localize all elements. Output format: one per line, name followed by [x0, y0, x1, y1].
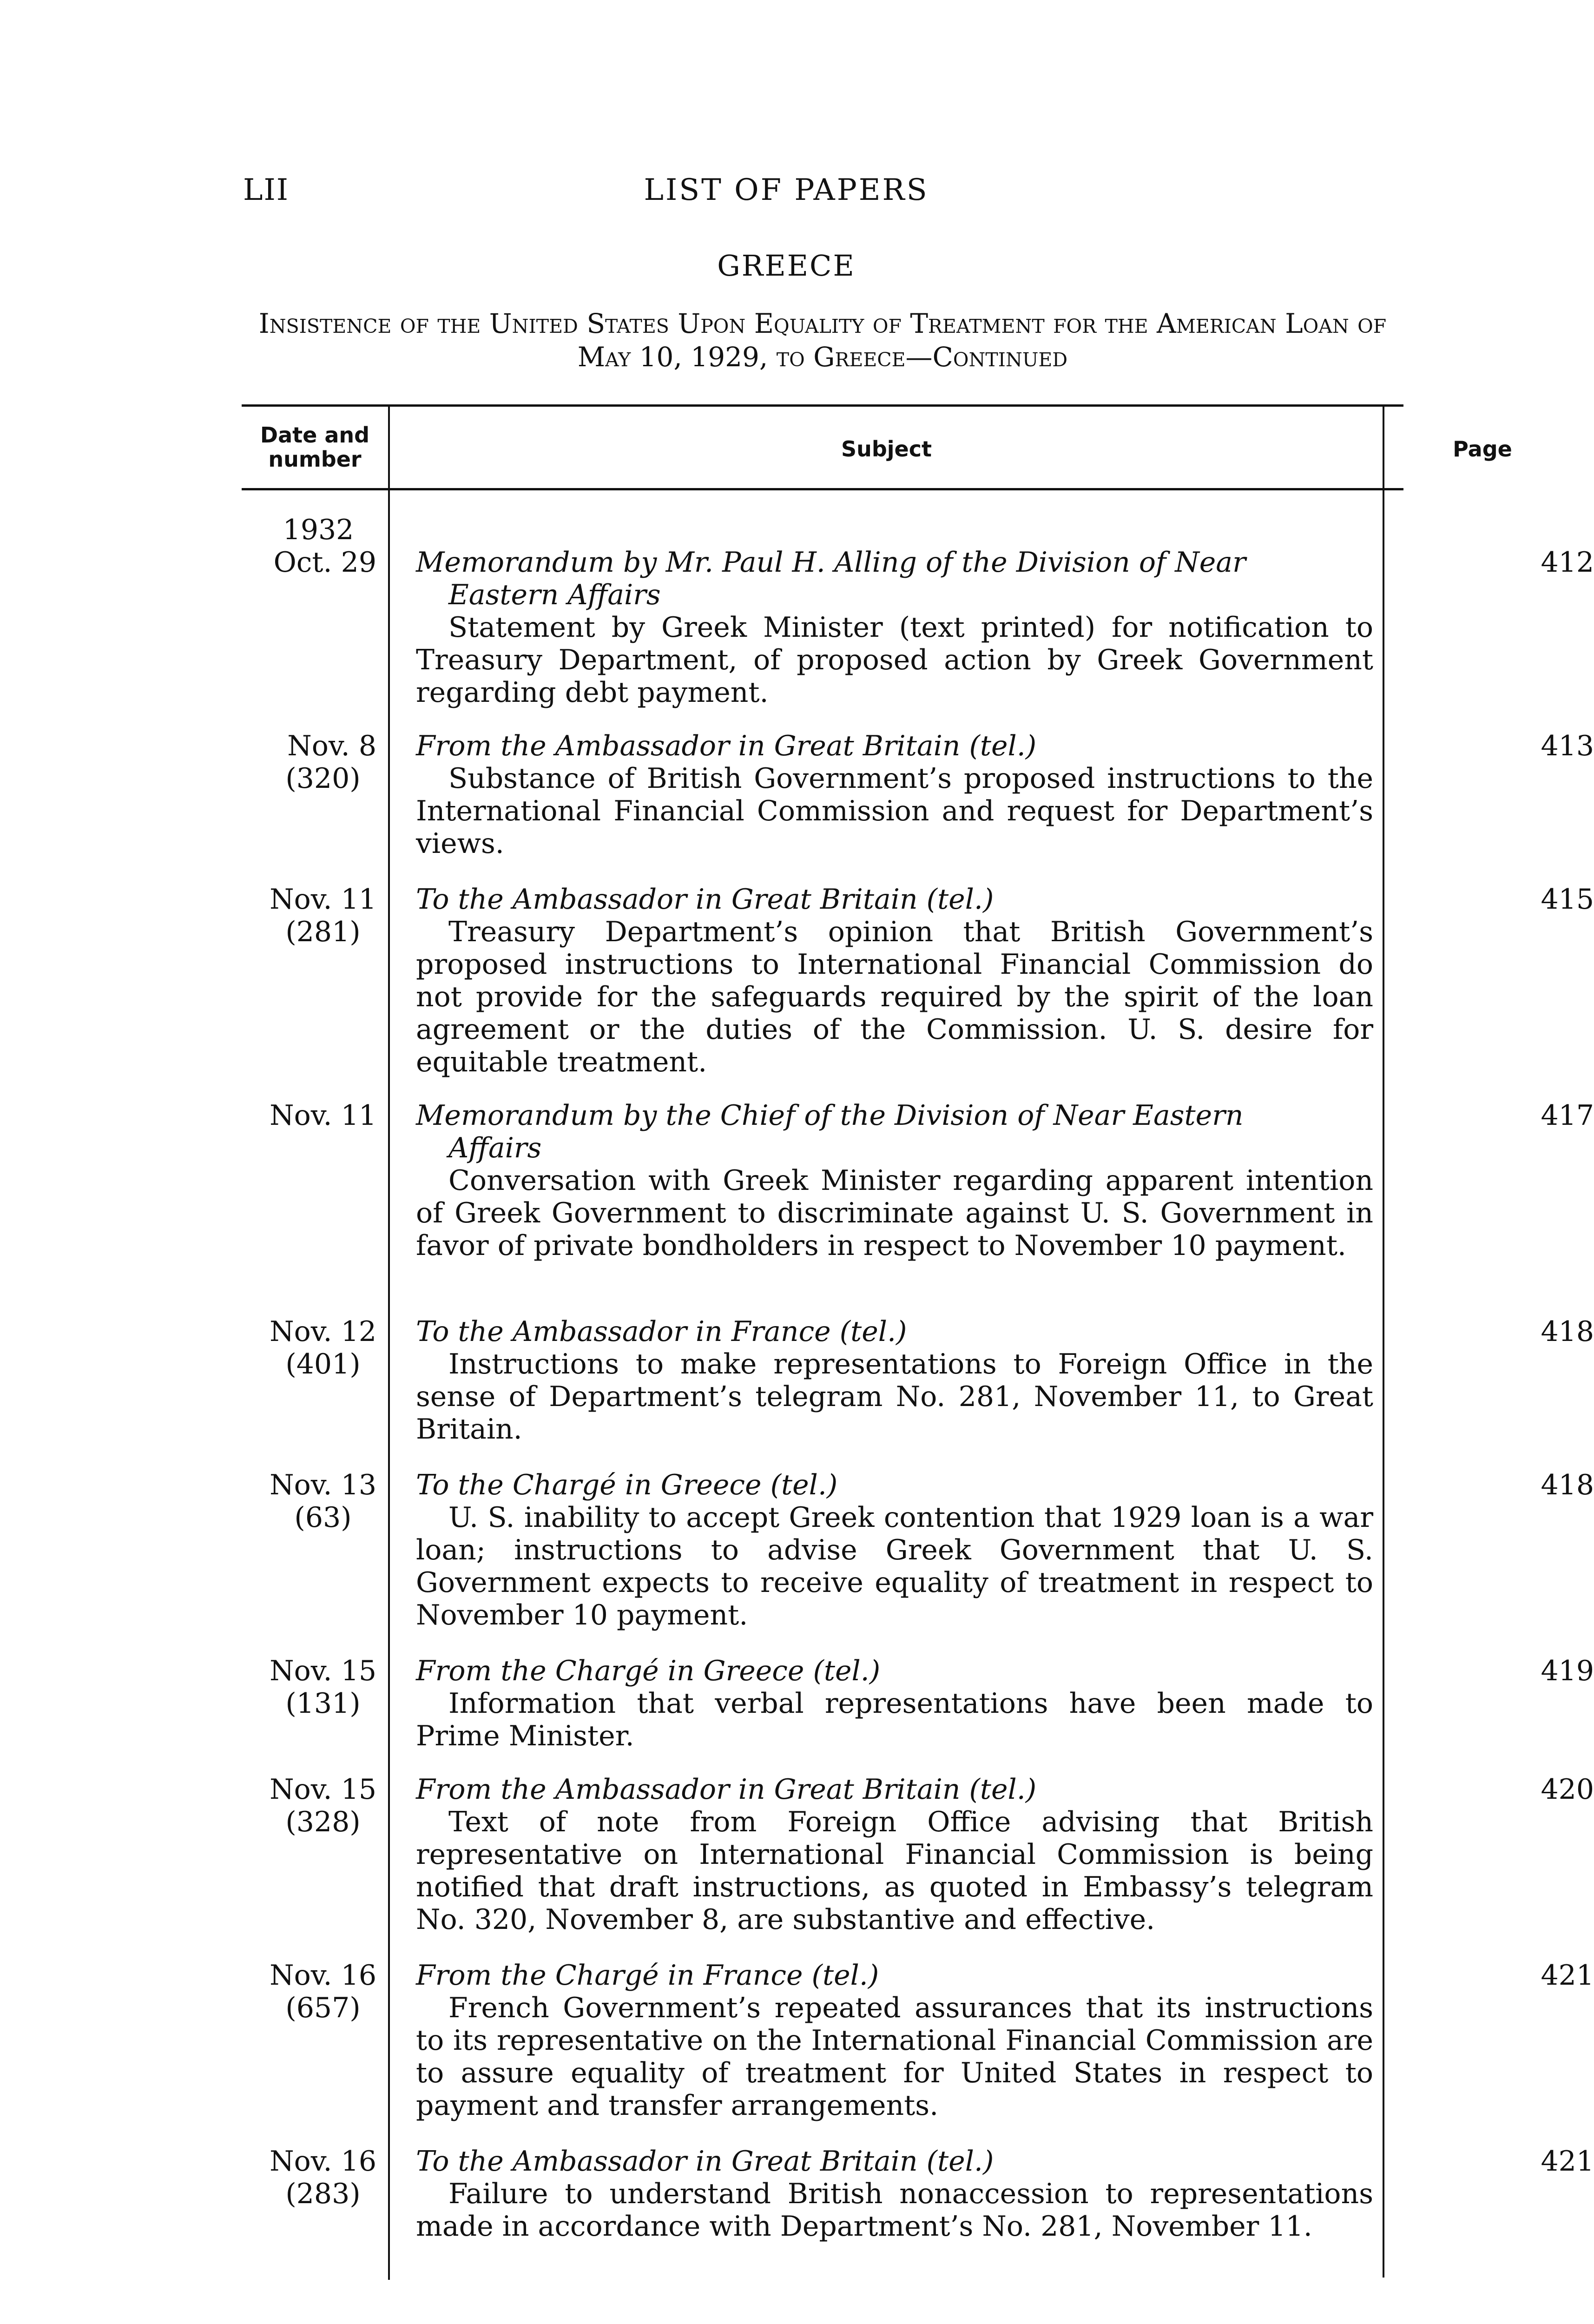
- entry-description: Failure to understand British nonaccession to representations made in accordance with Department’s No. 281, November 11.: [416, 2178, 1373, 2243]
- entry-subject-cell: [416, 883, 1373, 1078]
- entry-number: (63): [294, 1501, 352, 1534]
- country-heading: GREECE: [717, 249, 856, 283]
- entry-description: Instructions to make representations to Foreign Office in the sense of Department’s telegram No. 281, November 11, to Great Britain.: [416, 1348, 1373, 1446]
- entry-page: 419: [1541, 1655, 1594, 1687]
- entry-date: Nov. 15: [270, 1655, 376, 1687]
- entry-page: 421: [1541, 2145, 1594, 2178]
- section-title: Insistence of the United States Upon Equality of Treatment for the American Loan of May 10, 1929, to Greece—Continued: [258, 308, 1387, 373]
- entry-description: Information that verbal representations have been made to Prime Minister.: [416, 1687, 1373, 1752]
- entry-date-cell: [242, 730, 376, 795]
- entry-date-cell: [242, 1099, 376, 1132]
- entry-heading: To the Ambassador in Great Britain (tel.): [416, 2145, 994, 2178]
- running-title: LIST OF PAPERS: [644, 173, 929, 207]
- entry-page: 418: [1541, 1315, 1594, 1348]
- entry-description: Treasury Department’s opinion that British Government’s proposed instructions to International Financial Commission do not provide for the safeguards required by the spirit of the loan agreement or the duties of the Commission. U. S. desire for equitable treatment.: [416, 916, 1373, 1078]
- entry-number: (328): [285, 1806, 361, 1838]
- entry-date: Nov. 8: [287, 730, 376, 762]
- column-header-subject: Subject: [841, 436, 932, 462]
- entry-heading: Memorandum by Mr. Paul H. Alling of the Division of Near Eastern Affairs: [416, 546, 1246, 611]
- entry-page: 421: [1541, 1959, 1594, 1992]
- entry-heading: To the Ambassador in Great Britain (tel.): [416, 883, 994, 916]
- column-divider-date: [388, 404, 390, 2280]
- entry-date: Nov. 12: [270, 1315, 376, 1348]
- entry-number: (320): [285, 762, 361, 795]
- entry-description: French Government’s repeated assurances that its instructions to its representative on the International Financial Commission are to assure equality of treatment for United States in respect to payment and transfer arrangements.: [416, 1992, 1373, 2122]
- entry-date: Nov. 11: [270, 1099, 376, 1132]
- entry-heading: Memorandum by the Chief of the Division of Near Eastern Affairs: [416, 1099, 1244, 1164]
- entry-page: 412: [1541, 546, 1594, 579]
- column-header-date: Date and number: [260, 423, 370, 472]
- entry-page: 417: [1541, 1099, 1594, 1132]
- entry-number: (657): [285, 1992, 361, 2024]
- entry-subject-cell: [416, 1315, 1373, 1446]
- entry-date: Nov. 16: [270, 2145, 376, 2178]
- page-number: LII: [243, 173, 290, 207]
- entry-heading: To the Ambassador in France (tel.): [416, 1315, 907, 1348]
- entry-page: 415: [1541, 883, 1594, 916]
- entry-subject-cell: [416, 1773, 1373, 1936]
- entry-heading: From the Chargé in Greece (tel.): [416, 1655, 881, 1687]
- entry-description: Conversation with Greek Minister regarding apparent intention of Greek Government to discriminate against U. S. Government in favor of private bondholders in respect to November 10 payment.: [416, 1164, 1373, 1262]
- entry-description: U. S. inability to accept Greek contention that 1929 loan is a war loan; instructions to advise Greek Government that U. S. Government expects to receive equality of treatment in respect to November 10 payment.: [416, 1501, 1373, 1631]
- entry-number: (281): [285, 916, 361, 948]
- entry-number: (283): [285, 2178, 361, 2210]
- entry-page: 420: [1541, 1773, 1594, 1806]
- entry-date: Nov. 13: [270, 1469, 376, 1501]
- entry-date-cell: [242, 1773, 376, 1838]
- entry-heading: To the Chargé in Greece (tel.): [416, 1469, 838, 1501]
- table-header-rule: [242, 488, 1403, 490]
- entry-date-cell: [242, 2145, 376, 2210]
- entry-date-cell: [242, 883, 376, 948]
- entry-subject-cell: [416, 1469, 1373, 1631]
- entry-subject-cell: [416, 546, 1373, 709]
- entry-year: 1932: [283, 514, 354, 546]
- entry-date-cell: [242, 1315, 376, 1380]
- column-header-page: Page: [1453, 436, 1512, 462]
- column-divider-page: [1383, 404, 1384, 2278]
- entry-date-cell: [242, 1959, 376, 2024]
- table-top-rule: [242, 404, 1403, 407]
- entry-date: Nov. 15: [270, 1773, 376, 1806]
- entry-number: (401): [285, 1348, 361, 1380]
- entry-description: Statement by Greek Minister (text printed) for notification to Treasury Department, of proposed action by Greek Government regarding debt payment.: [416, 611, 1373, 709]
- entry-heading: From the Chargé in France (tel.): [416, 1959, 879, 1992]
- entry-page: 418: [1541, 1469, 1594, 1501]
- entry-subject-cell: [416, 730, 1373, 860]
- entry-date-cell: [242, 1469, 376, 1534]
- entry-description: Text of note from Foreign Office advising that British representative on International Financial Commission is being notified that draft instructions, as quoted in Embassy’s telegram No. 320, November 8, are substantive and effective.: [416, 1806, 1373, 1936]
- entry-number: (131): [285, 1687, 361, 1720]
- entry-date: Oct. 29: [273, 546, 376, 579]
- entry-subject-cell: [416, 2145, 1373, 2243]
- entry-heading: From the Ambassador in Great Britain (tel.): [416, 730, 1037, 762]
- entry-subject-cell: [416, 1959, 1373, 2122]
- entry-date-cell: [242, 1655, 376, 1720]
- papers-table: [242, 404, 1594, 2287]
- entry-subject-cell: [416, 1099, 1373, 1262]
- entry-page: 413: [1541, 730, 1594, 762]
- entry-date-cell: [242, 514, 376, 579]
- entry-description: Substance of British Government’s proposed instructions to the International Financial Commission and request for Department’s views.: [416, 762, 1373, 860]
- entry-heading: From the Ambassador in Great Britain (tel.): [416, 1773, 1037, 1806]
- entry-date: Nov. 11: [270, 883, 376, 916]
- entry-date: Nov. 16: [270, 1959, 376, 1992]
- entry-subject-cell: [416, 1655, 1373, 1752]
